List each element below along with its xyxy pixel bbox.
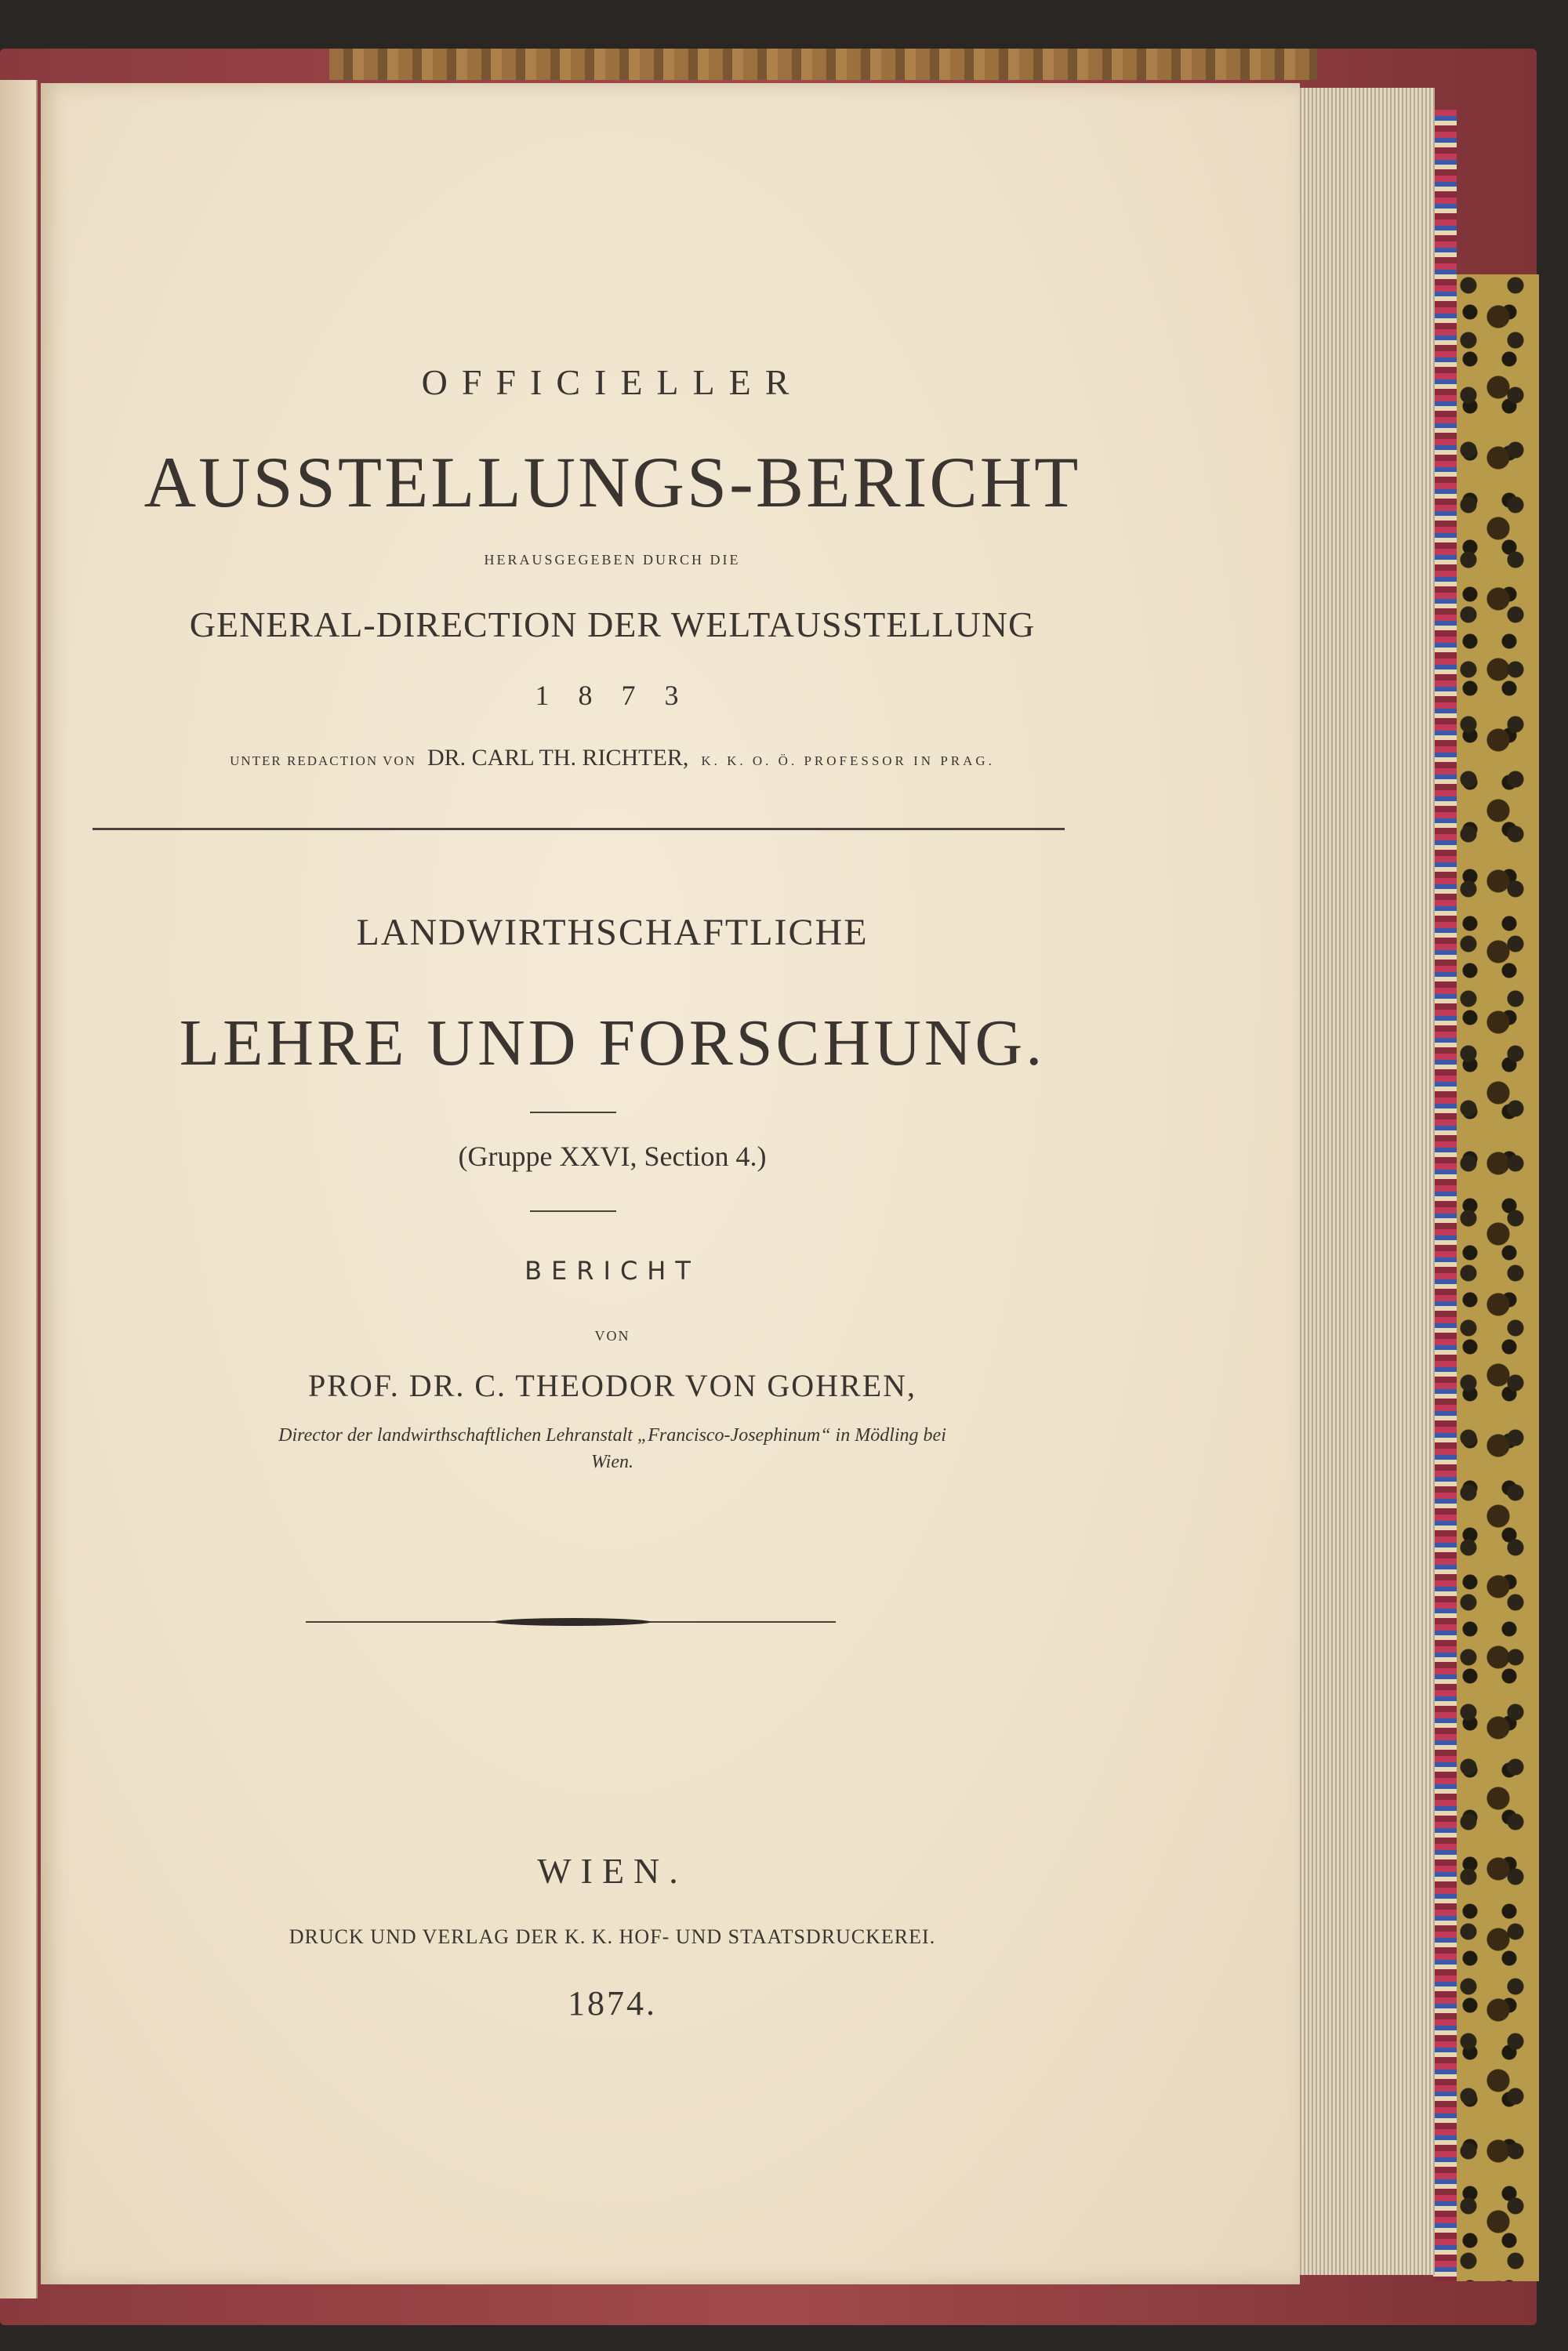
editor-suffix: K. K. O. Ö. PROFESSOR IN PRAG.: [701, 753, 995, 768]
by-label: VON: [594, 1328, 630, 1344]
left-page-edge: [0, 80, 38, 2298]
series-title: AUSSTELLUNGS-BERICHT: [143, 442, 1081, 522]
ornament-center: [494, 1618, 651, 1626]
short-rule-2: [530, 1210, 616, 1212]
subject-line-2: LEHRE UND FORSCHUNG.: [179, 1007, 1046, 1079]
author-title-1: Director der landwirthschaftlichen Lehranstalt „Francisco-Josephinum“ in Mödling bei: [278, 1425, 946, 1446]
editor-line: [82, 745, 1143, 771]
marbled-board: [1452, 274, 1539, 2281]
publication-year: 1874.: [568, 1984, 657, 2023]
exhibition-year: 1 8 7 3: [535, 680, 690, 711]
publisher-intro: HERAUSGEGEBEN DURCH DIE: [484, 552, 741, 568]
author-name: PROF. DR. C. THEODOR VON GOHREN,: [307, 1368, 917, 1403]
publisher-name: GENERAL-DIRECTION DER WELTAUSSTELLUNG: [189, 604, 1036, 644]
editor-name: DR. CARL TH. RICHTER,: [426, 745, 689, 771]
title-page: [41, 83, 1300, 2284]
page-edges: [1294, 88, 1435, 2275]
report-label: BERICHT: [524, 1256, 700, 1286]
marbled-edge: [1433, 110, 1457, 2281]
city: WIEN.: [537, 1851, 688, 1891]
title-divider: [93, 828, 1065, 830]
printer: DRUCK UND VERLAG DER K. K. HOF- UND STAATSDRUCKEREI.: [289, 1925, 936, 1948]
series-label: OFFICIELLER: [421, 362, 804, 402]
editor-prefix: UNTER REDACTION VON: [230, 753, 416, 768]
short-rule-1: [530, 1112, 616, 1113]
author-title-2: Wien.: [591, 1452, 633, 1472]
group-section: (Gruppe XXVI, Section 4.): [458, 1141, 767, 1172]
subject-line-1: LANDWIRTHSCHAFTLICHE: [356, 912, 869, 953]
cover-headband: [329, 49, 1317, 80]
